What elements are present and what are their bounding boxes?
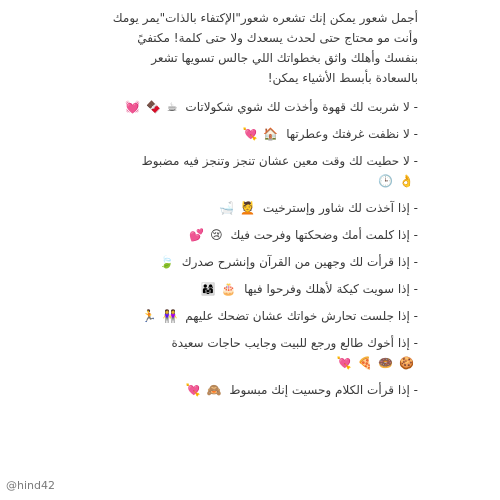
- emoji-group: 😢 💕: [189, 228, 224, 242]
- list-item-text: - إذا آخذت لك شاور وإسترخيت: [262, 201, 418, 215]
- list-item: [112, 245, 418, 272]
- items-list: [112, 90, 418, 400]
- list-item: [112, 272, 418, 299]
- list-item: [112, 144, 418, 191]
- list-item-text: - لا شربت لك قهوة وأخذت لك شوي شكولاتات: [185, 100, 418, 114]
- emoji-group: 🍪 🍩 🍕 💘: [336, 356, 415, 370]
- list-item-text: - إذا قرأت لك وجهين من القرآن وإنشرح صدرك: [181, 255, 418, 269]
- emoji-group: 🎂 👨‍👩‍👧: [200, 282, 238, 296]
- list-item-text: - إذا سويت كيكة لأهلك وفرحوا فيها: [244, 282, 418, 296]
- list-item: [112, 218, 418, 245]
- list-item: [112, 191, 418, 218]
- emoji-group: 👌 🕒: [378, 174, 415, 188]
- list-item: [112, 299, 418, 326]
- intro-paragraph: أجمل شعور يمكن إنك تشعره شعور"الإكتفاء بالذات"يمر يومك وأنت مو محتاج حتى لحدث يسعدك ولا حتى كلمة! مكتفيً بنفسك وأهلك واثق بخطواتك اللي جالس تسويها تشعر بالسعادة بأبسط الأشياء يمكن!: [112, 11, 418, 85]
- emoji-group: 🍃: [158, 255, 175, 269]
- list-item-text: - إذا قرأت الكلام وحسيت إنك مبسوط: [229, 383, 418, 397]
- note-text: [112, 8, 418, 400]
- list-item-text: - لا نظفت غرفتك وعطرتها: [286, 127, 418, 141]
- emoji-group: 🙈 💘: [185, 383, 223, 397]
- emoji-group: 🏠 💘: [242, 127, 280, 141]
- watermark-handle: @hind42: [6, 479, 55, 492]
- emoji-group: ☕ 🍫 💓: [125, 100, 179, 114]
- list-item-text: - إذا جلست تحارش خواتك عشان تضحك عليهم: [185, 309, 418, 323]
- list-item: [112, 117, 418, 144]
- list-item: [112, 373, 418, 400]
- list-item-text: - إذا أخوك طالع ورجع للبيت وجايب حاجات سعيدة: [171, 336, 418, 350]
- list-item: [112, 90, 418, 117]
- list-item-text: - لا حطيت لك وقت معين عشان تنجز وتنجز فيه مضبوط: [141, 154, 418, 168]
- list-item: [112, 326, 418, 373]
- emoji-group: 💆 🛁: [219, 201, 257, 215]
- list-item-text: - إذا كلمت أمك وضحكتها وفرحت فيك: [230, 228, 418, 242]
- emoji-group: 👭 🏃: [141, 309, 179, 323]
